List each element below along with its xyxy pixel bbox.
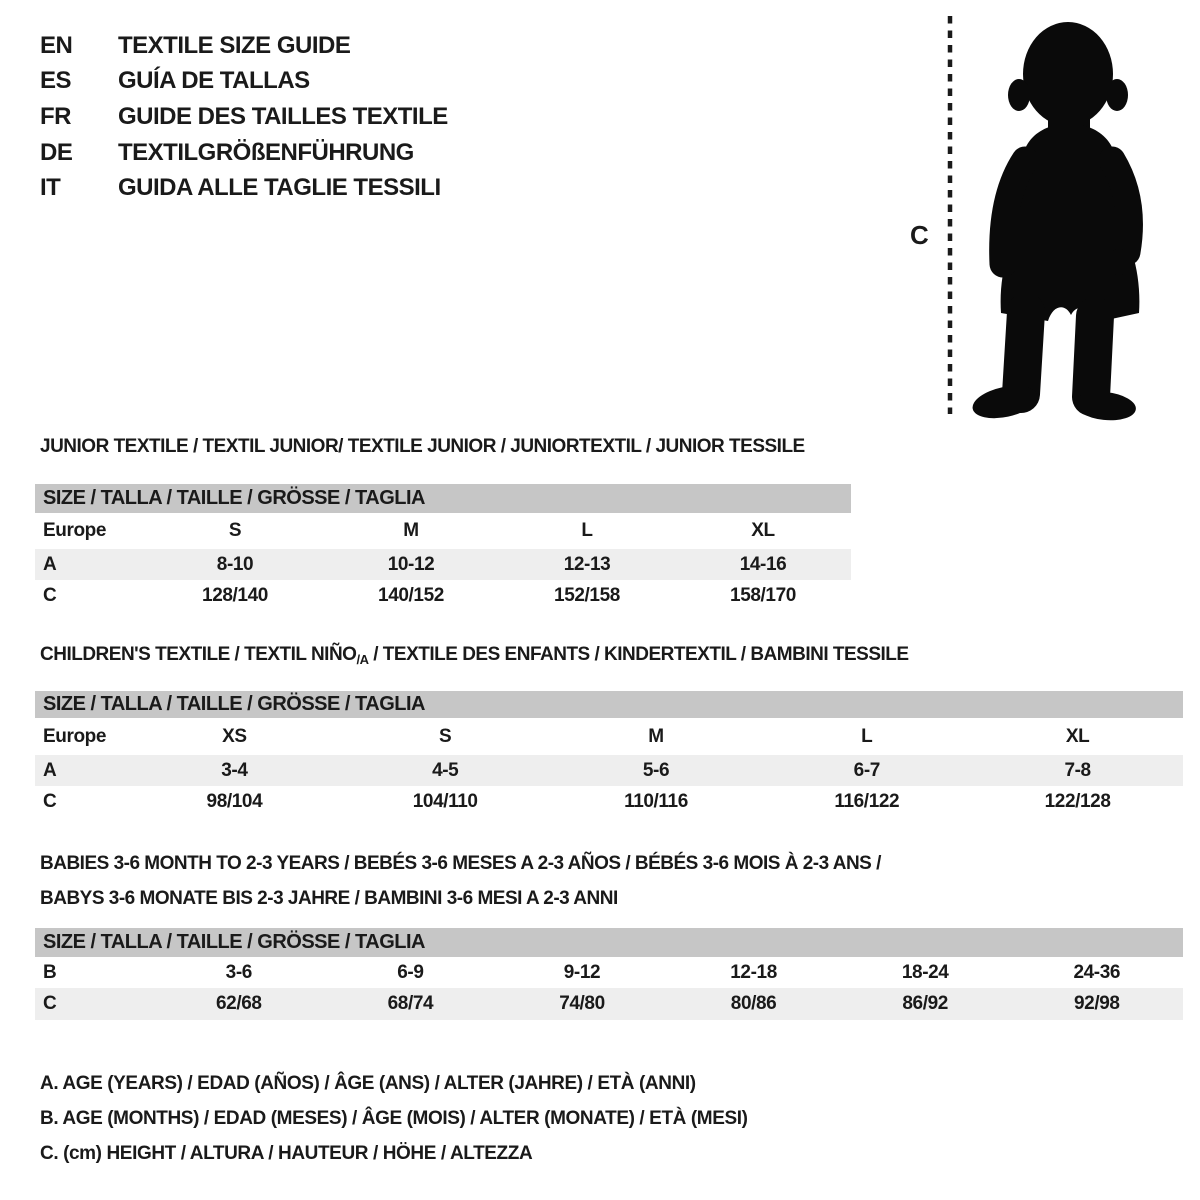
table-cell: XL	[1065, 725, 1090, 747]
language-code: FR	[40, 102, 71, 130]
junior-section-title: JUNIOR TEXTILE / TEXTIL JUNIOR/ TEXTILE JUNIOR / JUNIORTEXTIL / JUNIOR TESSILE	[40, 436, 805, 457]
language-code: DE	[40, 138, 73, 166]
table-cell: 98/104	[206, 791, 263, 812]
table-cell: 74/80	[559, 993, 605, 1014]
table-cell: 62/68	[216, 993, 262, 1014]
table-cell: XL	[751, 520, 775, 541]
language-code: EN	[40, 31, 73, 59]
table-row	[35, 718, 1183, 755]
language-row-es	[40, 64, 448, 100]
table-cell: M	[403, 520, 419, 541]
table-cell: 92/98	[1073, 993, 1120, 1014]
language-list	[40, 28, 448, 206]
table-cell: 104/110	[412, 791, 478, 812]
table-cell: B	[43, 961, 57, 983]
table-cell: 122/128	[1044, 791, 1111, 812]
table-cell: 18-24	[901, 961, 949, 983]
size-figure	[880, 0, 1180, 430]
language-row-it	[40, 170, 448, 206]
table-cell: M	[648, 725, 664, 747]
table-cell: 80/86	[730, 993, 777, 1014]
children-title-pre: CHILDREN'S TEXTILE / TEXTIL NIÑO	[40, 644, 357, 665]
table-row	[35, 549, 851, 580]
children-section-title	[40, 644, 909, 666]
junior-size-table	[35, 484, 851, 612]
table-row	[35, 755, 1183, 786]
table-cell: 6-9	[397, 961, 424, 983]
table-cell: 6-7	[853, 759, 880, 781]
babies-size-table	[35, 928, 1183, 1020]
language-code: IT	[40, 174, 61, 202]
language-code: ES	[40, 67, 72, 95]
table-cell: 24-36	[1073, 961, 1121, 983]
table-cell: 7-8	[1064, 759, 1091, 781]
language-row-en	[40, 28, 448, 64]
table-cell: 158/170	[730, 585, 796, 606]
table-cell: 140/152	[378, 585, 444, 606]
table-row	[35, 513, 851, 549]
table-cell: S	[228, 520, 242, 541]
baby-silhouette-icon	[970, 22, 1140, 424]
language-row-de	[40, 135, 448, 171]
table-cell: XS	[222, 725, 247, 747]
table-cell: 3-6	[225, 961, 252, 983]
legend-line-b: B. AGE (MONTHS) / EDAD (MESES) / ÂGE (MOIS) / ALTER (MONATE) / ETÀ (MESI)	[40, 1108, 748, 1129]
language-label: TEXTILE SIZE GUIDE	[118, 31, 351, 59]
table-cell: A	[43, 759, 57, 781]
figure-measure-label: C	[910, 220, 929, 250]
table-cell: Europe	[43, 725, 107, 747]
table-cell: 152/158	[554, 585, 620, 606]
table-cell: Europe	[43, 520, 107, 541]
children-title-sub: /A	[356, 652, 369, 667]
table-row	[35, 786, 1183, 818]
language-row-fr	[40, 99, 448, 135]
table-row	[35, 957, 1183, 988]
table-cell: 8-10	[216, 553, 254, 575]
table-cell: C	[43, 791, 57, 812]
table-cell: S	[439, 725, 452, 747]
legend-line-a: A. AGE (YEARS) / EDAD (AÑOS) / ÂGE (ANS) / ALTER (JAHRE) / ETÀ (ANNI)	[40, 1073, 696, 1094]
size-header-bar: SIZE / TALLA / TAILLE / GRÖSSE / TAGLIA	[35, 484, 851, 513]
babies-title-line1: BABIES 3-6 MONTH TO 2-3 YEARS / BEBÉS 3-6 MESES A 2-3 AÑOS / BÉBÉS 3-6 MOIS À 2-3 ANS /	[40, 853, 881, 874]
legend-line-c: C. (cm) HEIGHT / ALTURA / HAUTEUR / HÖHE / ALTEZZA	[40, 1143, 533, 1164]
table-cell: L	[861, 725, 873, 747]
table-cell: 5-6	[642, 759, 670, 781]
table-cell: 3-4	[221, 759, 248, 781]
table-cell: 116/122	[834, 791, 900, 812]
table-cell: 68/74	[387, 993, 434, 1014]
table-row	[35, 580, 851, 612]
language-label: TEXTILGRÖßENFÜHRUNG	[118, 138, 414, 166]
table-cell: 9-12	[563, 961, 601, 983]
measure-legend	[40, 1066, 748, 1171]
language-label: GUIDE DES TAILLES TEXTILE	[118, 102, 448, 130]
babies-section-title	[40, 846, 881, 916]
table-cell: 4-5	[432, 759, 459, 781]
table-cell: 12-18	[730, 961, 777, 983]
table-cell: 12-13	[563, 553, 611, 575]
table-cell: C	[43, 993, 57, 1014]
table-cell: 86/92	[902, 993, 948, 1014]
babies-title-line2: BABYS 3-6 MONATE BIS 2-3 JAHRE / BAMBINI 3-6 MESI A 2-3 ANNI	[40, 888, 618, 909]
table-cell: 128/140	[202, 585, 268, 606]
children-size-table	[35, 691, 1183, 818]
table-row	[35, 988, 1183, 1020]
size-header-bar: SIZE / TALLA / TAILLE / GRÖSSE / TAGLIA	[35, 928, 1183, 957]
table-cell: 110/116	[624, 791, 688, 812]
table-cell: C	[43, 585, 57, 606]
size-header-bar: SIZE / TALLA / TAILLE / GRÖSSE / TAGLIA	[35, 691, 1183, 718]
language-label: GUIDA ALLE TAGLIE TESSILI	[118, 174, 441, 202]
language-label: GUÍA DE TALLAS	[118, 67, 310, 95]
table-cell: 10-12	[387, 553, 435, 575]
children-title-post: / TEXTILE DES ENFANTS / KINDERTEXTIL / BAMBINI TESSILE	[368, 644, 909, 665]
table-cell: 14-16	[739, 553, 787, 575]
table-cell: A	[43, 553, 57, 575]
table-cell: L	[581, 520, 593, 541]
